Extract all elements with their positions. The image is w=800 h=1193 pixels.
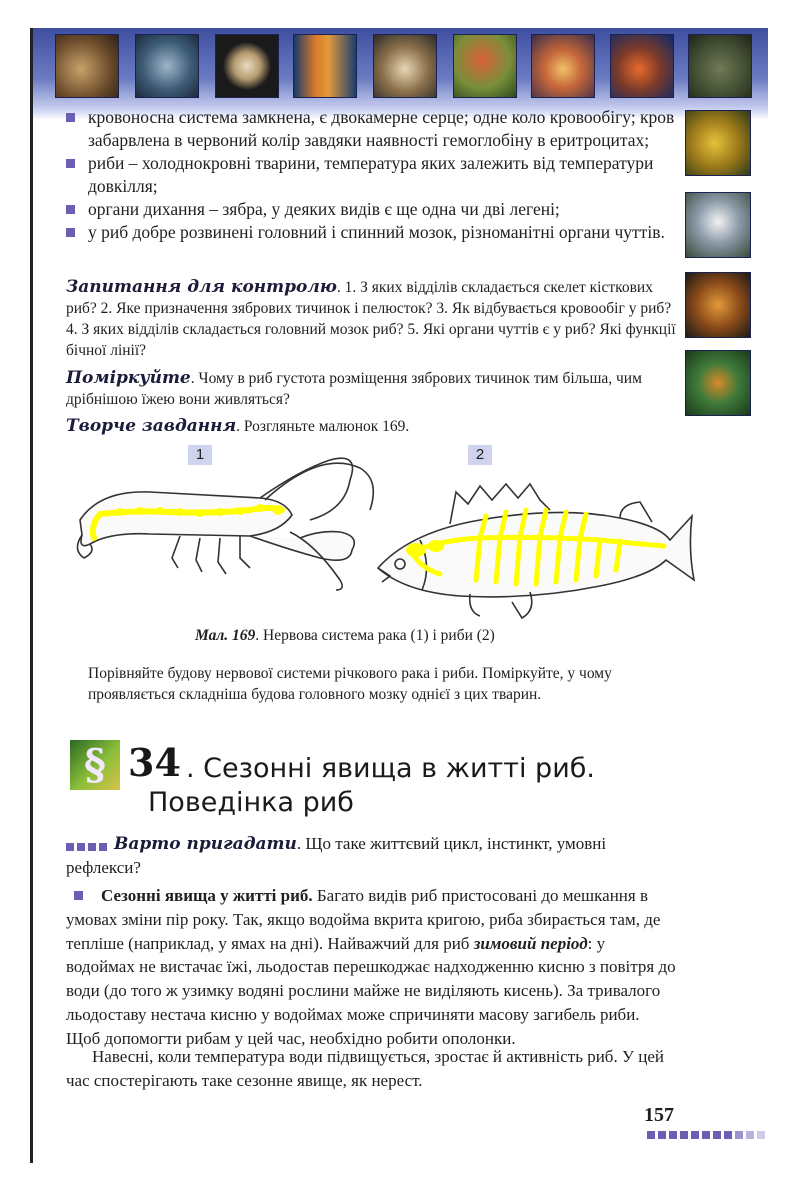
footer-square — [647, 1131, 655, 1139]
footer-square — [658, 1131, 666, 1139]
side-photo-snake — [685, 110, 751, 176]
bullet-square — [66, 228, 75, 237]
bullet-square — [66, 159, 75, 168]
think-block — [66, 368, 676, 410]
body-bold-lead: Сезонні явища у житті риб. — [101, 886, 313, 905]
bullet-text: органи дихання – зябра, у деяких видів є ще одна чи дві легені; — [88, 199, 560, 219]
header-photo-frog — [688, 34, 752, 98]
figure-169 — [60, 440, 700, 630]
figure-label-2: 2 — [468, 445, 492, 465]
footer-square — [713, 1131, 721, 1139]
header-photo-lizard — [55, 34, 119, 98]
bullet-square — [66, 113, 75, 122]
footer-square — [691, 1131, 699, 1139]
recall-text: . Що таке життєвий цикл, інстинкт, умовні рефлекси? — [66, 834, 607, 877]
list-item — [60, 221, 680, 244]
footer-square — [757, 1131, 765, 1139]
caption-label: Мал. 169 — [195, 627, 256, 644]
body-italic-term: зимовий період — [473, 933, 588, 953]
page-number: 157 — [644, 1104, 674, 1126]
bullet-text: риби – холоднокровні тварини, температура яких залежить від температури довкілля; — [88, 153, 654, 196]
bullet-text: кровоносна система замкнена, є двокамерне серце; одне коло кровообігу; кров забарвлена в червоний колір завдяки наявності гемоглобіну в еритроцитах; — [88, 107, 675, 150]
footer-square — [680, 1131, 688, 1139]
creative-block — [66, 416, 676, 437]
section-number: 34 — [128, 740, 181, 785]
body-paragraph-2: Навесні, коли температура води підвищується, зростає й активність риб. У цей час спостерігають таке сезонне явище, як нерест. — [66, 1047, 664, 1090]
header-photo-protozoan — [135, 34, 199, 98]
figure-label-1: 1 — [188, 445, 212, 465]
footer-square — [746, 1131, 754, 1139]
header-photo-sponges — [293, 34, 357, 98]
body-paragraph-1 — [66, 884, 678, 1051]
recall-block — [66, 832, 678, 879]
footer-square — [702, 1131, 710, 1139]
footer-square — [669, 1131, 677, 1139]
compare-paragraph: Порівняйте будову нервової системи річкового рака і риби. Поміркуйте, у чому проявляється складніша будова головного мозку однієї з цих тварин. — [88, 665, 612, 703]
creative-heading: Творче завдання — [66, 416, 237, 436]
header-photo-sea-slug — [373, 34, 437, 98]
section-title-line-1: . Сезонні явища в житті риб. — [186, 753, 595, 784]
list-item — [60, 152, 680, 198]
header-photo-hermit-crab — [610, 34, 674, 98]
page-edge — [30, 28, 33, 1163]
footer-square — [735, 1131, 743, 1139]
bullet-text: у риб добре розвинені головний і спинний мозок, різноманітні органи чуттів. — [88, 222, 665, 242]
figure-illustration — [60, 440, 700, 630]
section-icon: § — [70, 740, 120, 790]
bullet-square — [66, 205, 75, 214]
creative-text: . Розгляньте малюнок 169. — [236, 418, 410, 435]
side-photo-seagull — [685, 192, 751, 258]
questions-heading: Запитання для контролю — [66, 277, 337, 297]
footer-square — [724, 1131, 732, 1139]
figure-caption — [195, 627, 495, 645]
recall-heading: Варто пригадати — [114, 834, 297, 854]
think-heading: Поміркуйте — [66, 368, 191, 388]
body-text-b: : у водоймах не вистачає їжі, льодостав перешкоджає надходженню кисню з повітря до води (до того ж узимку водяні рослини майже не виділяють кисень). За тривалого льодоставу нестача кисню у водоймах може спричиняти масову загибель риби. Щоб допомогти рибам у цей час, необхідно робити ополонки. — [66, 933, 676, 1048]
bullet-square — [74, 891, 83, 900]
caption-text: . Нервова система рака (1) і риби (2) — [255, 627, 495, 644]
header-photo-anemones — [531, 34, 595, 98]
list-item — [60, 106, 680, 152]
header-photo-radiolarian — [215, 34, 279, 98]
section-title-line-2: Поведінка риб — [148, 787, 354, 818]
list-item — [60, 198, 680, 221]
body-text-a: Багато видів риб пристосовані до мешкання в умовах зміни пір року. Так, якщо водойма вкрита кригою, риба збирається там, де тепліше (наприклад, у ямах на дні). Найважчий для риб — [66, 886, 661, 953]
think-text: . Чому в риб густота розміщення зябрових тичинок тим більша, чим дрібнішою їжею вони живляться? — [66, 370, 642, 408]
side-photo-tiger — [685, 272, 751, 338]
bullet-list — [60, 106, 680, 244]
header-photo-butterfly — [453, 34, 517, 98]
questions-block — [66, 277, 676, 361]
crayfish-drawing — [77, 458, 373, 590]
questions-text: . 1. З яких відділів складається скелет кісткових риб? 2. Яке призначення зябрових тичинок і пелюсток? 3. Як відбувається кровообіг у риб? 4. З яких відділів складається головний мозок риб? 5. Які органи чуттів є у риб? Які функції бічної лінії? — [66, 279, 676, 359]
side-photo-bird — [685, 350, 751, 416]
